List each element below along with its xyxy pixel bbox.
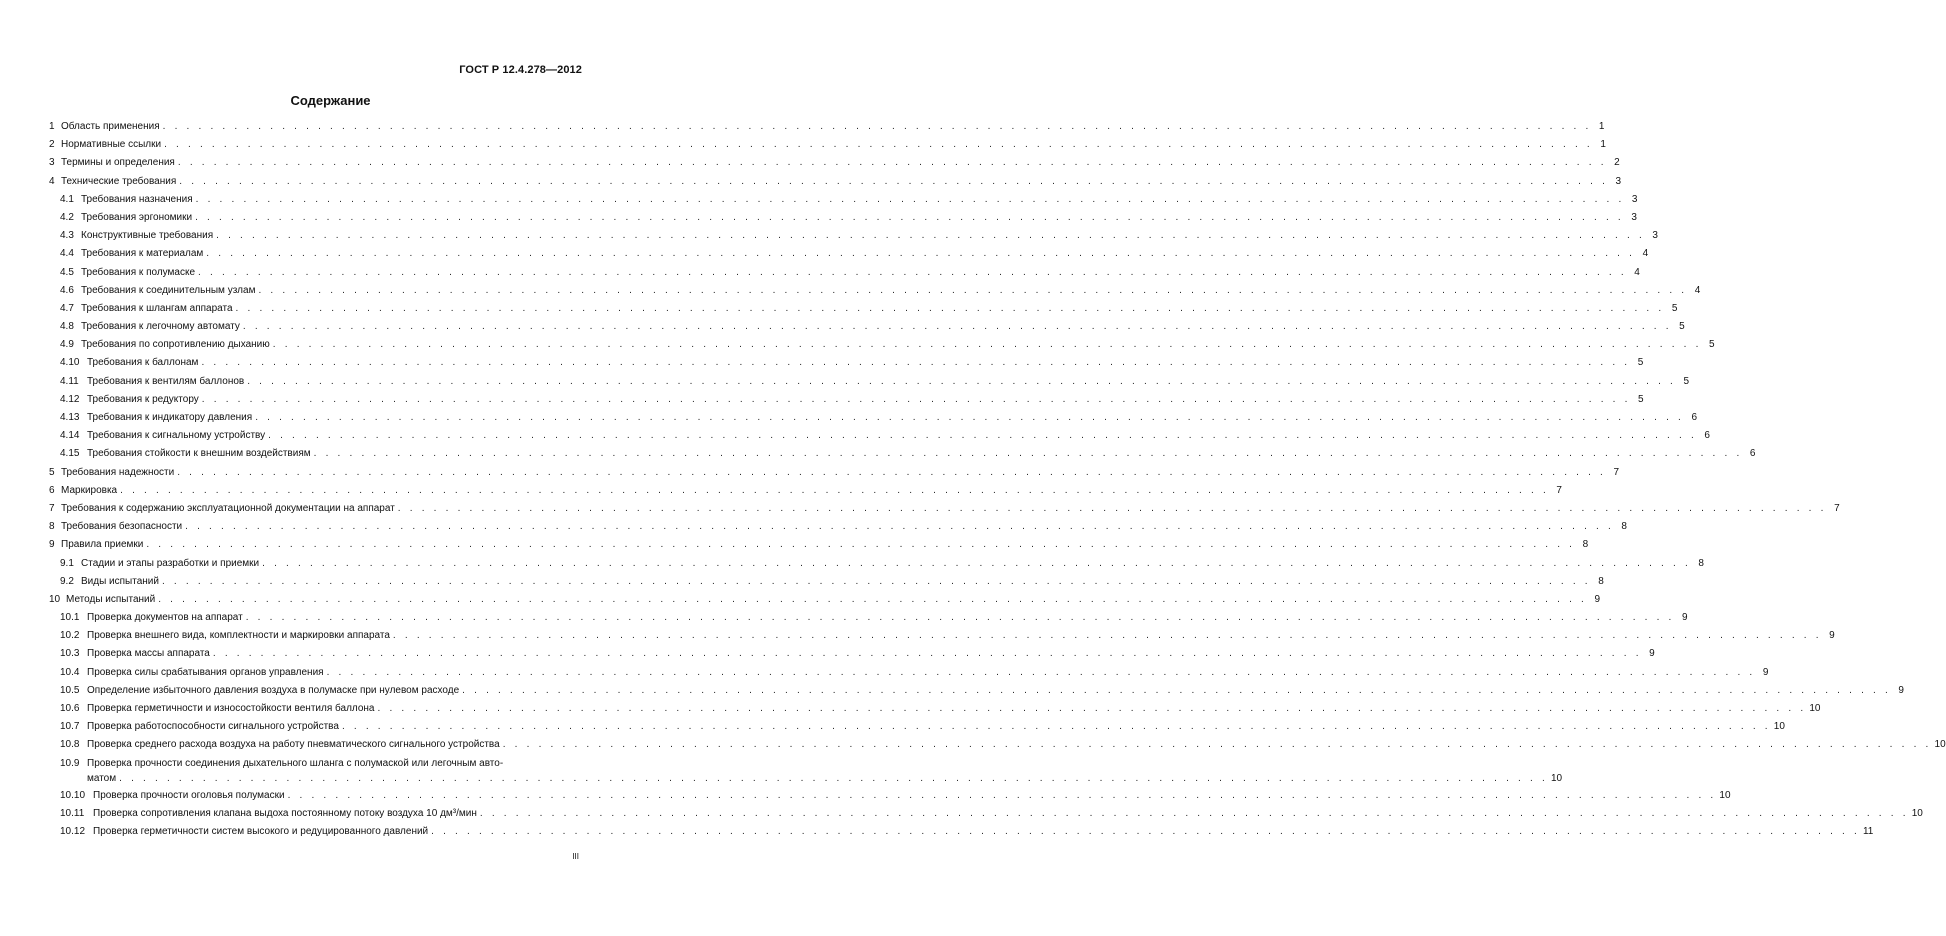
toc-entry[interactable] bbox=[49, 412, 1698, 430]
toc-leader-dots: . . . . . . . . . . . . . . . . . . . . . . . . . . . . . . . . . . . . . . . . . . . . . . . . . . . . . . . . . . . . . . . . . . . . . . . . . . . . . . . . . . . . . . . . . . . . . . . . . . . . . . . . . . . . . . . . . . . . . . . . bbox=[162, 121, 1592, 132]
toc-entry-title: Определение избыточного давления воздуха в полумаске при нулевом расходе bbox=[87, 684, 460, 696]
toc-leader-dots: . . . . . . . . . . . . . . . . . . . . . . . . . . . . . . . . . . . . . . . . . . . . . . . . . . . . . . . . . . . . . . . . . . . . . . . . . . . . . . . . . . . . . . . . . . . . . . . . . . . . . . . . . . . . . . . . . . . . . . . . bbox=[258, 284, 1688, 296]
toc-entry-title: Проверка герметичности и износостойкости вентиля баллона bbox=[87, 703, 375, 714]
toc-leader-dots: . . . . . . . . . . . . . . . . . . . . . . . . . . . . . . . . . . . . . . . . . . . . . . . . . . . . . . . . . . . . . . . . . . . . . . . . . . . . . . . . . . . . . . . . . . . . . . . . . . . . . . . . . . . . . . . . . . . . . . . . bbox=[262, 557, 1691, 569]
toc-entry-number: 10.1 bbox=[60, 612, 80, 624]
toc-entry[interactable] bbox=[49, 321, 1685, 339]
toc-entry-number: 4.2 bbox=[60, 211, 74, 223]
toc-entry[interactable] bbox=[49, 211, 1637, 230]
toc-entry[interactable] bbox=[49, 521, 1627, 539]
toc-entry-page: 3 bbox=[1631, 211, 1637, 223]
toc-entry-number: 4.6 bbox=[60, 284, 74, 296]
toc-entry[interactable] bbox=[49, 357, 1644, 375]
toc-entry-number: 10.3 bbox=[60, 648, 80, 660]
toc-entry-title: Стадии и этапы разработки и приемки bbox=[81, 557, 260, 569]
toc-entry-title: Область применения bbox=[61, 121, 160, 132]
toc-leader-dots: . . . . . . . . . . . . . . . . . . . . . . . . . . . . . . . . . . . . . . . . . . . . . . . . . . . . . . . . . . . . . . . . . . . . . . . . . . . . . . . . . . . . . . . . . . . . . . . . . . . . . . . . . . . . . . . . . . . . . . . . bbox=[341, 721, 1771, 733]
toc-entry-page: 11 bbox=[1862, 825, 1874, 837]
toc-entry-page: 9 bbox=[1762, 666, 1769, 678]
toc-entry-title: Проверка документов на аппарат bbox=[87, 612, 243, 624]
toc-leader-dots: . . . . . . . . . . . . . . . . . . . . . . . . . . . . . . . . . . . . . . . . . . . . . . . . . . . . . . . . . . . . . . . . . . . . . . . . . . . . . . . . . . . . . . . . . . . . . . . . . . . . . . . . . . . . . . . . . . . . . . . . bbox=[268, 430, 1697, 442]
page-number: III bbox=[572, 852, 579, 861]
toc-entry-page: 3 bbox=[1631, 193, 1638, 205]
toc-entry-page: 5 bbox=[1637, 357, 1644, 369]
toc-leader-dots: . . . . . . . . . . . . . . . . . . . . . . . . . . . . . . . . . . . . . . . . . . . . . . . . . . . . . . . . . . . . . . . . . . . . . . . . . . . . . . . . . . . . . . . . . . . . . . . . . . . . . . . . . . . . . . . . . . . . . . . . bbox=[326, 666, 1756, 678]
toc-entry-page: 9 bbox=[1649, 648, 1655, 660]
toc-entry-number: 4.5 bbox=[60, 266, 74, 278]
toc-entry-number: 10.7 bbox=[60, 721, 80, 733]
toc-entry-title: Технические требования bbox=[61, 175, 177, 187]
toc-entry-page: 4 bbox=[1642, 248, 1649, 260]
toc-leader-dots: . . . . . . . . . . . . . . . . . . . . . . . . . . . . . . . . . . . . . . . . . . . . . . . . . . . . . . . . . . . . . . . . . . . . . . . . . . . . . . . . . . . . . . . . . . . . . . . . . . . . . . . . . . . . . . . . . . . . . . . . bbox=[272, 339, 1702, 351]
toc-entry-page: 5 bbox=[1679, 321, 1685, 333]
toc-leader-dots: . . . . . . . . . . . . . . . . . . . . . . . . . . . . . . . . . . . . . . . . . . . . . . . . . . . . . . . . . . . . . . . . . . . . . . . . . . . . . . . . . . . . . . . . . . . . . . . . . . . . . . . . . . . . . . . . . . . . . . . . bbox=[392, 630, 1822, 642]
toc-entry-number: 4.8 bbox=[60, 321, 74, 333]
toc-entry[interactable] bbox=[49, 757, 1563, 790]
toc-entry-number: 7 bbox=[49, 502, 55, 514]
toc-entry-number: 8 bbox=[49, 521, 55, 533]
toc-entry[interactable] bbox=[49, 539, 1589, 557]
toc-entry[interactable] bbox=[49, 139, 1606, 157]
toc-entry-page: 7 bbox=[1834, 502, 1840, 514]
table-of-contents bbox=[49, 121, 1946, 844]
toc-entry-title: Требования к баллонам bbox=[87, 357, 199, 369]
toc-entry-title: Требования к сигнальному устройству bbox=[87, 430, 266, 442]
toc-entry-number: 3 bbox=[49, 157, 55, 169]
toc-leader-dots: . . . . . . . . . . . . . . . . . . . . . . . . . . . . . . . . . . . . . . . . . . . . . . . . . . . . . . . . . . . . . . . . . . . . . . . . . . . . . . . . . . . . . . . . . . . . . . . . . . . . . . . . . . . . . . . . . . . . . . . . bbox=[255, 412, 1685, 423]
toc-entry-number: 10.8 bbox=[60, 739, 80, 751]
toc-leader-dots: . . . . . . . . . . . . . . . . . . . . . . . . . . . . . . . . . . . . . . . . . . . . . . . . . . . . . . . . . . . . . . . . . . . . . . . . . . . . . . . . . . . . . . . . . . . . . . . . . . . . . . . . . . . . . . . . . . . . . . . . bbox=[201, 357, 1631, 369]
toc-entry-page: 8 bbox=[1598, 575, 1604, 587]
toc-entry-number: 10.9 bbox=[60, 757, 80, 769]
toc-entry-title: Виды испытаний bbox=[81, 575, 159, 587]
page-title: Содержание bbox=[290, 93, 371, 108]
toc-entry-number: 4.4 bbox=[60, 248, 74, 260]
toc-entry-title: Требования к индикатору давления bbox=[87, 412, 253, 423]
toc-entry[interactable] bbox=[49, 502, 1840, 521]
toc-entry-page: 10 bbox=[1719, 789, 1731, 801]
toc-entry-page: 9 bbox=[1829, 630, 1835, 642]
toc-entry[interactable] bbox=[49, 284, 1701, 303]
toc-entry-title: Требования безопасности bbox=[61, 521, 183, 533]
toc-leader-dots: . . . . . . . . . . . . . . . . . . . . . . . . . . . . . . . . . . . . . . . . . . . . . . . . . . . . . . . . . . . . . . . . . . . . . . . . . . . . . . . . . . . . . . . . . . . . . . . . . . . . . . . . . . . . . . . . . . . . . . . . bbox=[177, 466, 1607, 478]
toc-leader-dots: . . . . . . . . . . . . . . . . . . . . . . . . . . . . . . . . . . . . . . . . . . . . . . . . . . . . . . . . . . . . . . . . . . . . . . . . . . . . . . . . . . . . . . . . . . . . . . . . . . . . . . . . . . . . . . . . . . . . . . . . bbox=[502, 739, 1932, 751]
toc-leader-dots: . . . . . . . . . . . . . . . . . . . . . . . . . . . . . . . . . . . . . . . . . . . . . . . . . . . . . . . . . . . . . . . . . . . . . . . . . . . . . . . . . . . . . . . . . . . . . . . . . . . . . . . . . . . . . . . . . . . . . . . . bbox=[247, 375, 1677, 387]
toc-entry-page: 5 bbox=[1683, 375, 1690, 387]
toc-entry[interactable] bbox=[49, 375, 1690, 394]
toc-entry-number: 1 bbox=[49, 121, 55, 132]
toc-entry-page: 7 bbox=[1556, 484, 1562, 496]
toc-entry-page: 5 bbox=[1671, 302, 1678, 314]
toc-entry-page: 6 bbox=[1691, 412, 1698, 423]
toc-entry[interactable] bbox=[49, 612, 1688, 630]
toc-entry[interactable] bbox=[49, 575, 1604, 594]
toc-entry-number: 2 bbox=[49, 139, 55, 151]
toc-entry-title: Правила приемки bbox=[61, 539, 144, 551]
toc-leader-dots: . . . . . . . . . . . . . . . . . . . . . . . . . . . . . . . . . . . . . . . . . . . . . . . . . . . . . . . . . . . . . . . . . . . . . . . . . . . . . . . . . . . . . . . . . . . . . . . . . . . . . . . . . . . . . . . . . . . . . . . . bbox=[206, 248, 1636, 260]
toc-entry[interactable] bbox=[49, 430, 1710, 448]
toc-leader-dots: . . . . . . . . . . . . . . . . . . . . . . . . . . . . . . . . . . . . . . . . . . . . . . . . . . . . . . . . . . . . . . . . . . . . . . . . . . . . . . . . . . . . . . . . . . . . . . . . . . . . . . . . . . . . . . . . . . . . . . . . bbox=[242, 321, 1672, 333]
toc-entry-number: 9 bbox=[49, 539, 55, 551]
toc-entry-title: Требования к вентилям баллонов bbox=[87, 375, 245, 387]
toc-entry[interactable] bbox=[49, 448, 1756, 466]
toc-entry[interactable] bbox=[49, 557, 1704, 576]
toc-entry-number: 10.10 bbox=[60, 789, 86, 801]
toc-entry-page: 9 bbox=[1898, 684, 1904, 696]
toc-leader-dots: . . . . . . . . . . . . . . . . . . . . . . . . . . . . . . . . . . . . . . . . . . . . . . . . . . . . . . . . . . . . . . . . . . . . . . . . . . . . . . . . . . . . . . . . . . . . . . . . . . . . . . . . . . . . . . . . . . . . . . . . bbox=[195, 193, 1625, 205]
toc-entry-number: 10.5 bbox=[60, 684, 80, 696]
toc-entry[interactable] bbox=[49, 466, 1620, 485]
toc-entry[interactable] bbox=[49, 721, 1785, 739]
toc-entry[interactable] bbox=[49, 248, 1649, 266]
toc-entry-number: 4.10 bbox=[60, 357, 80, 369]
toc-entry-title: Проверка прочности соединения дыхательного шланга с полумаской или легочным авто- bbox=[87, 757, 504, 769]
toc-leader-dots: . . . . . . . . . . . . . . . . . . . . . . . . . . . . . . . . . . . . . . . . . . . . . . . . . . . . . . . . . . . . . . . . . . . . . . . . . . . . . . . . . . . . . . . . . . . . . . . . . . . . . . . . . . . . . . . . . . . . . . . . bbox=[212, 648, 1642, 660]
toc-entry-title: Проверка среднего расхода воздуха на работу пневматического сигнального устройства bbox=[87, 739, 500, 751]
toc-entry[interactable] bbox=[49, 230, 1658, 248]
toc-entry[interactable] bbox=[49, 266, 1640, 285]
toc-entry[interactable] bbox=[49, 703, 1821, 721]
toc-entry-title: Требования к полумаске bbox=[81, 266, 196, 278]
toc-entry-number: 4.9 bbox=[60, 339, 74, 351]
toc-entry-title: Требования к шлангам аппарата bbox=[81, 302, 233, 314]
toc-leader-dots: . . . . . . . . . . . . . . . . . . . . . . . . . . . . . . . . . . . . . . . . . . . . . . . . . . . . . . . . . . . . . . . . . . . . . . . . . . . . . . . . . . . . . . . . . . . . . . . . . . . . . . . . . . . . . . . . . . . . . . . . bbox=[158, 593, 1588, 605]
toc-entry-title: Проверка работоспособности сигнального устройства bbox=[87, 721, 339, 733]
toc-leader-dots: . . . . . . . . . . . . . . . . . . . . . . . . . . . . . . . . . . . . . . . . . . . . . . . . . . . . . . . . . . . . . . . . . . . . . . . . . . . . . . . . . . . . . . . . . . . . . . . . . . . . . . . . . . . . . . . . . . . . . . . . bbox=[479, 807, 1909, 819]
toc-entry-number: 10.4 bbox=[60, 666, 80, 678]
toc-entry-title: Маркировка bbox=[61, 484, 118, 496]
toc-entry[interactable] bbox=[49, 789, 1731, 808]
toc-entry-page: 7 bbox=[1613, 466, 1620, 478]
toc-leader-dots: . . . . . . . . . . . . . . . . . . . . . . . . . . . . . . . . . . . . . . . . . . . . . . . . . . . . . . . . . . . . . . . . . . . . . . . . . . . . . . . . . . . . . . . . . . . . . . . . . . . . . . . . . . . . . . . . . . . . . . . . bbox=[177, 157, 1607, 169]
toc-leader-dots: . . . . . . . . . . . . . . . . . . . . . . . . . . . . . . . . . . . . . . . . . . . . . . . . . . . . . . . . . . . . . . . . . . . . . . . . . . . . . . . . . . . . . . . . . . . . . . . . . . . . . . . . . . . . . . . . . . . . . . . . bbox=[185, 521, 1614, 533]
toc-entry-title-continued: матом bbox=[87, 772, 117, 784]
toc-leader-dots: . . . . . . . . . . . . . . . . . . . . . . . . . . . . . . . . . . . . . . . . . . . . . . . . . . . . . . . . . . . . . . . . . . . . . . . . . . . . . . . . . . . . . . . . . . . . . . . . . . . . . . . . . . . . . . . . . . . . . . . . bbox=[462, 684, 1891, 696]
toc-entry-title: Методы испытаний bbox=[66, 593, 156, 605]
toc-entry-title: Проверка сопротивления клапана выдоха постоянному потоку воздуха 10 дм³/мин bbox=[93, 807, 477, 819]
toc-entry-page: 8 bbox=[1621, 521, 1627, 533]
toc-entry[interactable] bbox=[49, 630, 1835, 648]
toc-entry-page: 6 bbox=[1704, 430, 1710, 442]
toc-entry-page: 10 bbox=[1550, 772, 1563, 784]
toc-leader-dots: . . . . . . . . . . . . . . . . . . . . . . . . . . . . . . . . . . . . . . . . . . . . . . . . . . . . . . . . . . . . . . . . . . . . . . . . . . . . . . . . . . . . . . . . . . . . . . . . . . . . . . . . . . . . . . . . . . . . . . . . bbox=[201, 393, 1631, 405]
toc-entry-title: Требования к редуктору bbox=[87, 393, 199, 405]
toc-entry-title: Требования к легочному автомату bbox=[81, 321, 240, 333]
toc-leader-dots: . . . . . . . . . . . . . . . . . . . . . . . . . . . . . . . . . . . . . . . . . . . . . . . . . . . . . . . . . . . . . . . . . . . . . . . . . . . . . . . . . . . . . . . . . . . . . . . . . . . . . . . . . . . . . . . . . . . . . . . . bbox=[161, 575, 1591, 587]
toc-entry[interactable] bbox=[49, 484, 1562, 503]
toc-entry-number: 10.11 bbox=[60, 807, 85, 819]
toc-entry-title: Проверка силы срабатывания органов управления bbox=[87, 666, 324, 678]
toc-entry-number: 4.1 bbox=[60, 193, 74, 205]
toc-entry-page: 8 bbox=[1698, 557, 1704, 569]
toc-entry[interactable] bbox=[49, 157, 1620, 175]
toc-entry-number: 9.1 bbox=[60, 557, 74, 569]
toc-entry-page: 5 bbox=[1709, 339, 1715, 351]
toc-entry-title: Конструктивные требования bbox=[81, 230, 214, 242]
toc-entry-page: 10 bbox=[1911, 807, 1923, 819]
toc-entry-number: 4.15 bbox=[60, 448, 80, 460]
toc-entry[interactable] bbox=[49, 175, 1622, 194]
toc-entry-title: Требования к содержанию эксплуатационной документации на аппарат bbox=[61, 502, 395, 514]
toc-entry-number: 10.2 bbox=[60, 630, 80, 642]
toc-entry[interactable] bbox=[49, 121, 1605, 139]
toc-entry[interactable] bbox=[49, 393, 1644, 412]
toc-entry[interactable] bbox=[49, 739, 1946, 757]
toc-entry[interactable] bbox=[49, 807, 1923, 826]
toc-entry-number: 4.13 bbox=[60, 412, 80, 423]
toc-entry[interactable] bbox=[49, 684, 1904, 703]
toc-entry[interactable] bbox=[49, 593, 1601, 612]
toc-entry-number: 4.14 bbox=[60, 430, 80, 442]
toc-leader-dots: . . . . . . . . . . . . . . . . . . . . . . . . . . . . . . . . . . . . . . . . . . . . . . . . . . . . . . . . . . . . . . . . . . . . . . . . . . . . . . . . . . . . . . . . . . . . . . . . . . . . . . . . . . . . . . . . . . . . . . . . bbox=[431, 825, 1860, 837]
toc-entry-number: 4.12 bbox=[60, 393, 80, 405]
toc-entry-page: 10 bbox=[1773, 721, 1785, 733]
toc-entry-page: 3 bbox=[1615, 175, 1622, 187]
toc-entry-title: Проверка внешнего вида, комплектности и маркировки аппарата bbox=[87, 630, 390, 642]
toc-leader-dots: . . . . . . . . . . . . . . . . . . . . . . . . . . . . . . . . . . . . . . . . . . . . . . . . . . . . . . . . . . . . . . . . . . . . . . . . . . . . . . . . . . . . . . . . . . . . . . . . . . . . . . . . . . . . . . . . . . . . . . . . bbox=[245, 612, 1675, 624]
toc-entry-page: 4 bbox=[1694, 284, 1701, 296]
toc-entry-title: Проверка массы аппарата bbox=[87, 648, 210, 660]
document-code: ГОСТ Р 12.4.278—2012 bbox=[459, 64, 582, 76]
toc-entry[interactable] bbox=[49, 302, 1678, 321]
toc-entry-title: Термины и определения bbox=[61, 157, 175, 169]
toc-leader-dots: . . . . . . . . . . . . . . . . . . . . . . . . . . . . . . . . . . . . . . . . . . . . . . . . . . . . . . . . . . . . . . . . . . . . . . . . . . . . . . . . . . . . . . . . . . . . . . . . . . . . . . . . . . . . . . . . . . . . . . . . bbox=[287, 789, 1717, 801]
toc-entry[interactable] bbox=[49, 339, 1715, 357]
toc-leader-dots: . . . . . . . . . . . . . . . . . . . . . . . . . . . . . . . . . . . . . . . . . . . . . . . . . . . . . . . . . . . . . . . . . . . . . . . . . . . . . . . . . . . . . . . . . . . . . . . . . . . . . . . . . . . . . . . . . . . . . . . . bbox=[397, 502, 1827, 514]
toc-entry[interactable] bbox=[49, 648, 1655, 666]
toc-entry[interactable] bbox=[49, 193, 1638, 212]
toc-entry-page: 4 bbox=[1634, 266, 1640, 278]
toc-entry-number: 6 bbox=[49, 484, 55, 496]
toc-entry-number: 5 bbox=[49, 466, 55, 478]
toc-entry-page: 10 bbox=[1934, 739, 1946, 751]
toc-entry-title: Требования назначения bbox=[81, 193, 193, 205]
toc-entry-title: Требования к материалам bbox=[81, 248, 204, 260]
toc-leader-dots: . . . . . . . . . . . . . . . . . . . . . . . . . . . . . . . . . . . . . . . . . . . . . . . . . . . . . . . . . . . . . . . . . . . . . . . . . . . . . . . . . . . . . . . . . . . . . . . . . . . . . . . . . . . . . . . . . . . . . . . . bbox=[164, 139, 1593, 151]
toc-entry-number: 4 bbox=[49, 175, 55, 187]
toc-entry[interactable] bbox=[49, 666, 1769, 685]
toc-entry-number: 9.2 bbox=[60, 575, 74, 587]
toc-leader-dots: . . . . . . . . . . . . . . . . . . . . . . . . . . . . . . . . . . . . . . . . . . . . . . . . . . . . . . . . . . . . . . . . . . . . . . . . . . . . . . . . . . . . . . . . . . . . . . . . . . . . . . . . . . . . . . . . . . . . . . . . bbox=[235, 302, 1665, 314]
toc-entry-page: 9 bbox=[1594, 593, 1601, 605]
toc-entry-page: 1 bbox=[1598, 121, 1605, 132]
toc-entry-page: 8 bbox=[1582, 539, 1589, 551]
toc-entry-page: 3 bbox=[1652, 230, 1658, 242]
toc-entry-title: Требования по сопротивлению дыханию bbox=[81, 339, 270, 351]
toc-leader-dots: . . . . . . . . . . . . . . . . . . . . . . . . . . . . . . . . . . . . . . . . . . . . . . . . . . . . . . . . . . . . . . . . . . . . . . . . . . . . . . . . . . . . . . . . . . . . . . . . . . . . . . . . . . . . . . . . . . . . . . . . bbox=[198, 266, 1627, 278]
toc-leader-dots: . . . . . . . . . . . . . . . . . . . . . . . . . . . . . . . . . . . . . . . . . . . . . . . . . . . . . . . . . . . . . . . . . . . . . . . . . . . . . . . . . . . . . . . . . . . . . . . . . . . . . . . . . . . . . . . . . . . . . . . . bbox=[377, 703, 1807, 714]
toc-entry-title: Требования эргономики bbox=[81, 211, 193, 223]
toc-entry-page: 10 bbox=[1809, 703, 1821, 714]
toc-entry-page: 1 bbox=[1600, 139, 1606, 151]
toc-leader-dots: . . . . . . . . . . . . . . . . . . . . . . . . . . . . . . . . . . . . . . . . . . . . . . . . . . . . . . . . . . . . . . . . . . . . . . . . . . . . . . . . . . . . . . . . . . . . . . . . . . . . . . . . . . . . . . . . . . . . . . . . bbox=[120, 484, 1549, 496]
toc-entry-page: 5 bbox=[1638, 393, 1644, 405]
toc-entry-title: Требования стойкости к внешним воздействиям bbox=[87, 448, 311, 460]
toc-entry-title: Нормативные ссылки bbox=[61, 139, 162, 151]
toc-entry-page: 6 bbox=[1749, 448, 1756, 460]
toc-entry-page: 9 bbox=[1681, 612, 1688, 624]
toc-leader-dots: . . . . . . . . . . . . . . . . . . . . . . . . . . . . . . . . . . . . . . . . . . . . . . . . . . . . . . . . . . . . . . . . . . . . . . . . . . . . . . . . . . . . . . . . . . . . . . . . . . . . . . . . . . . . . . . . . . . . . . . . bbox=[119, 772, 1548, 784]
toc-leader-dots: . . . . . . . . . . . . . . . . . . . . . . . . . . . . . . . . . . . . . . . . . . . . . . . . . . . . . . . . . . . . . . . . . . . . . . . . . . . . . . . . . . . . . . . . . . . . . . . . . . . . . . . . . . . . . . . . . . . . . . . . bbox=[216, 230, 1645, 242]
toc-entry-number: 10.6 bbox=[60, 703, 80, 714]
toc-leader-dots: . . . . . . . . . . . . . . . . . . . . . . . . . . . . . . . . . . . . . . . . . . . . . . . . . . . . . . . . . . . . . . . . . . . . . . . . . . . . . . . . . . . . . . . . . . . . . . . . . . . . . . . . . . . . . . . . . . . . . . . . bbox=[179, 175, 1609, 187]
toc-entry[interactable] bbox=[49, 825, 1874, 844]
toc-entry-title: Проверка герметичности систем высокого и редуцированного давлений bbox=[93, 825, 429, 837]
toc-entry-number: 4.3 bbox=[60, 230, 74, 242]
toc-entry-number: 10 bbox=[49, 593, 61, 605]
toc-entry-number: 10.12 bbox=[60, 825, 86, 837]
toc-leader-dots: . . . . . . . . . . . . . . . . . . . . . . . . . . . . . . . . . . . . . . . . . . . . . . . . . . . . . . . . . . . . . . . . . . . . . . . . . . . . . . . . . . . . . . . . . . . . . . . . . . . . . . . . . . . . . . . . . . . . . . . . bbox=[146, 539, 1576, 551]
toc-entry-title: Требования надежности bbox=[61, 466, 175, 478]
toc-entry-title: Проверка прочности оголовья полумаски bbox=[93, 789, 285, 801]
toc-leader-dots: . . . . . . . . . . . . . . . . . . . . . . . . . . . . . . . . . . . . . . . . . . . . . . . . . . . . . . . . . . . . . . . . . . . . . . . . . . . . . . . . . . . . . . . . . . . . . . . . . . . . . . . . . . . . . . . . . . . . . . . . bbox=[195, 211, 1624, 223]
toc-entry-number: 4.11 bbox=[60, 375, 79, 387]
toc-entry-page: 2 bbox=[1614, 157, 1620, 169]
toc-entry-number: 4.7 bbox=[60, 302, 74, 314]
toc-leader-dots: . . . . . . . . . . . . . . . . . . . . . . . . . . . . . . . . . . . . . . . . . . . . . . . . . . . . . . . . . . . . . . . . . . . . . . . . . . . . . . . . . . . . . . . . . . . . . . . . . . . . . . . . . . . . . . . . . . . . . . . . bbox=[313, 448, 1743, 460]
toc-entry-title: Требования к соединительным узлам bbox=[81, 284, 256, 296]
